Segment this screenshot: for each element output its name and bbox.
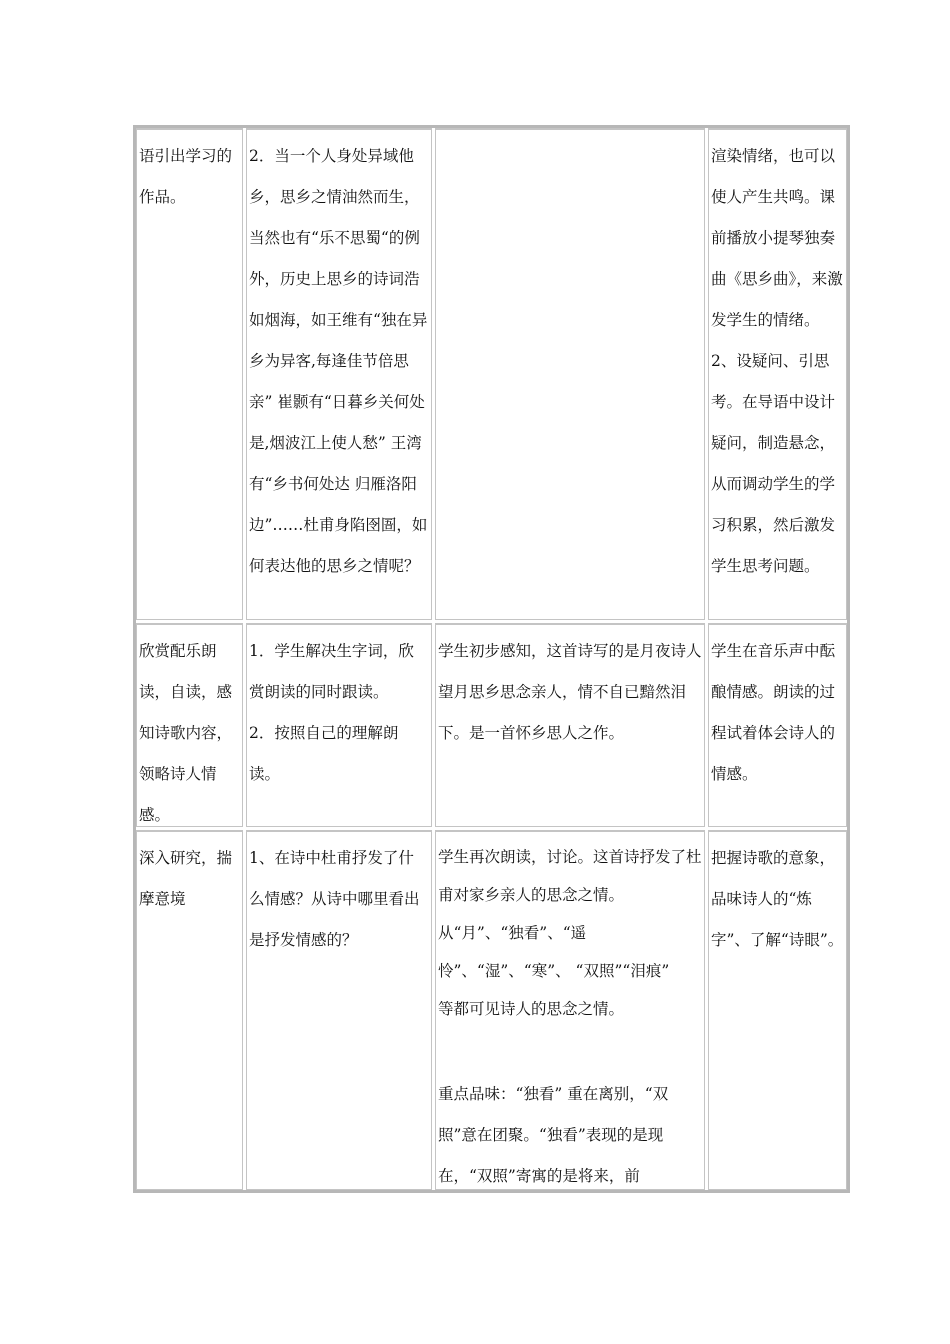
design-intent-text: 把握诗歌的意象，品味诗人的“炼字”、了解“诗眼”。 xyxy=(711,849,844,949)
lesson-plan-table xyxy=(133,125,850,1193)
step-text: 深入研究，揣摩意境 xyxy=(139,849,233,908)
outcome-text: 学生再次朗读，讨论。这首诗抒发了杜甫对家乡亲人的思念之情。 从“月”、“独看”、“遥怜”、“湿”、“寒”、 “双照”“泪痕” 等都可见诗人的思念之情。 xyxy=(438,848,702,1018)
outcome-text-continued: 重点品味：“独看” 重在离别，“双照”意在团聚。“独看”表现的是现在，“双照”寄寓的是将来，前 xyxy=(438,1085,669,1185)
step-text: 欣赏配乐朗读，自读，感知诗歌内容，领略诗人情感。 xyxy=(139,642,233,824)
design-intent-text: 学生在音乐声中酝酿情感。朗读的过程试着体会诗人的情感。 xyxy=(711,642,836,783)
student-activity-cell xyxy=(246,830,432,1190)
student-activity-cell xyxy=(246,128,432,620)
student-activity-text: 2．当一个人身处异域他乡，思乡之情油然而生，当然也有“乐不思蜀“的例外，历史上思乡的诗词浩如烟海，如王维有“独在异乡为异客,每逢佳节倍思亲” 崔颢有“日暮乡关何处是,烟波江上使人愁” 王湾有“乡书何处达 归雁洛阳边”……杜甫身陷囹圄，如何表达他的思乡之情呢？ xyxy=(249,147,428,575)
student-activity-cell xyxy=(246,623,432,827)
outcome-cell xyxy=(435,623,705,827)
step-cell xyxy=(136,623,243,827)
step-text: 语引出学习的作品。 xyxy=(139,147,233,206)
step-cell xyxy=(136,128,243,620)
design-intent-cell xyxy=(708,623,847,827)
outcome-cell xyxy=(435,128,705,620)
outcome-text: 学生初步感知，这首诗写的是月夜诗人望月思乡思念亲人，情不自已黯然泪下。是一首怀乡思人之作。 xyxy=(438,642,702,742)
outcome-cell xyxy=(435,830,705,1190)
student-activity-text: 1、在诗中杜甫抒发了什么情感？从诗中哪里看出是抒发情感的？ xyxy=(249,849,420,949)
table-row xyxy=(136,623,847,827)
design-intent-text: 渲染情绪，也可以使人产生共鸣。课前播放小提琴独奏曲《思乡曲》，来激发学生的情绪。 2、设疑问、引思考。在导语中设计疑问，制造悬念，从而调动学生的学习积累，然后激发学生思考问题。 xyxy=(711,147,843,575)
table-row xyxy=(136,830,847,1190)
table-row xyxy=(136,128,847,620)
design-intent-cell xyxy=(708,830,847,1190)
step-cell xyxy=(136,830,243,1190)
student-activity-text: 1．学生解决生字词，欣赏朗读的同时跟读。 2．按照自己的理解朗读。 xyxy=(249,642,414,783)
design-intent-cell xyxy=(708,128,847,620)
